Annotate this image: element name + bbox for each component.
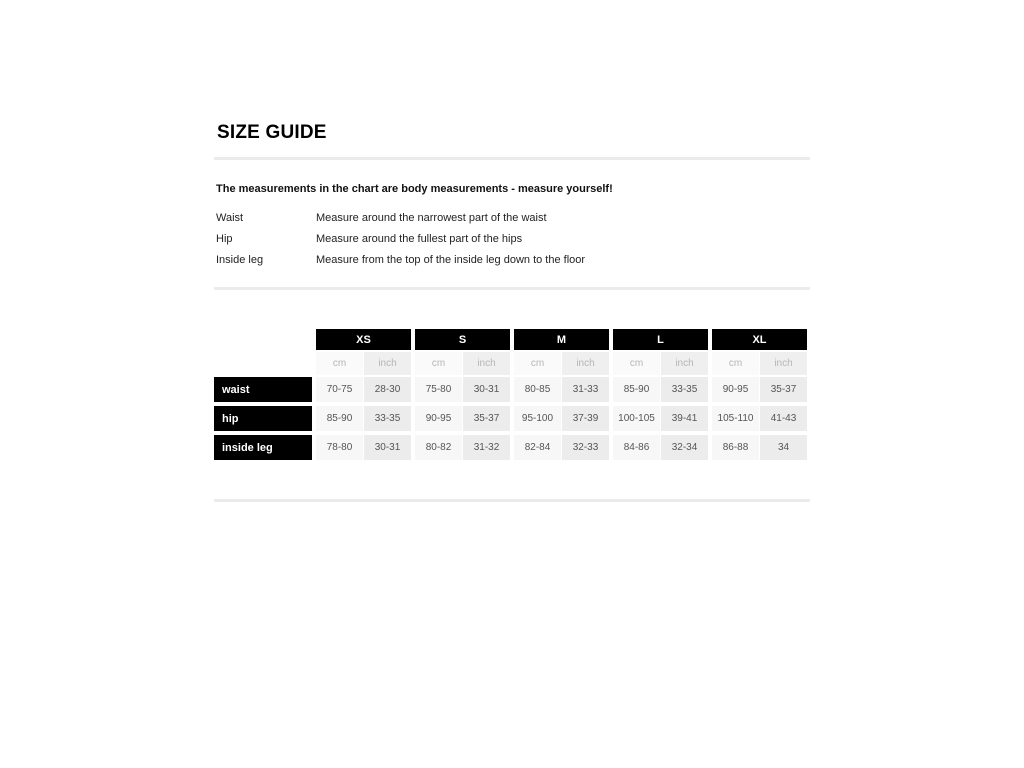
value-cm: 90-95 <box>712 377 759 402</box>
value-pair <box>613 377 708 402</box>
value-cm: 84-86 <box>613 435 660 460</box>
unit-cm: cm <box>712 352 759 375</box>
value-inch: 30-31 <box>463 377 510 402</box>
intro-text: The measurements in the chart are body measurements - measure yourself! <box>216 183 613 195</box>
value-pair <box>514 435 609 460</box>
value-pair <box>712 406 807 431</box>
measurement-row-inside-leg <box>216 249 776 270</box>
value-inch: 34 <box>760 435 807 460</box>
value-cm: 90-95 <box>415 406 462 431</box>
unit-inch: inch <box>364 352 411 375</box>
measurement-description: Measure around the narrowest part of the waist <box>316 211 547 224</box>
value-pair <box>316 435 411 460</box>
size-header-m: M <box>514 329 609 350</box>
unit-pair <box>613 352 708 375</box>
page-title: SIZE GUIDE <box>217 122 327 143</box>
value-pair <box>514 406 609 431</box>
value-cm: 100-105 <box>613 406 660 431</box>
size-header-s: S <box>415 329 510 350</box>
row-label: inside leg <box>214 435 312 460</box>
value-inch: 28-30 <box>364 377 411 402</box>
value-inch: 32-34 <box>661 435 708 460</box>
unit-cm: cm <box>613 352 660 375</box>
value-cm: 80-82 <box>415 435 462 460</box>
value-inch: 35-37 <box>463 406 510 431</box>
measurement-name: Inside leg <box>216 253 264 266</box>
measurement-description: Measure from the top of the inside leg down to the floor <box>316 253 586 266</box>
value-pair <box>613 435 708 460</box>
value-inch: 41-43 <box>760 406 807 431</box>
size-header-xs: XS <box>316 329 411 350</box>
value-pair <box>514 377 609 402</box>
value-inch: 32-33 <box>562 435 609 460</box>
table-row-hip <box>214 406 807 431</box>
value-cm: 85-90 <box>316 406 363 431</box>
value-cm: 70-75 <box>316 377 363 402</box>
unit-cm: cm <box>316 352 363 375</box>
unit-pair <box>514 352 609 375</box>
value-inch: 39-41 <box>661 406 708 431</box>
measurement-instructions <box>216 207 776 270</box>
measurement-row-hip <box>216 228 776 249</box>
value-pair <box>316 377 411 402</box>
unit-inch: inch <box>760 352 807 375</box>
value-inch: 37-39 <box>562 406 609 431</box>
value-cm: 85-90 <box>613 377 660 402</box>
value-pair <box>613 406 708 431</box>
value-cm: 80-85 <box>514 377 561 402</box>
size-header-l: L <box>613 329 708 350</box>
unit-pair <box>415 352 510 375</box>
value-inch: 33-35 <box>364 406 411 431</box>
value-pair <box>316 406 411 431</box>
value-pair <box>415 435 510 460</box>
value-cm: 95-100 <box>514 406 561 431</box>
value-pair <box>415 406 510 431</box>
unit-cm: cm <box>415 352 462 375</box>
value-cm: 105-110 <box>712 406 759 431</box>
unit-cm: cm <box>514 352 561 375</box>
value-cm: 78-80 <box>316 435 363 460</box>
table-row-waist <box>214 377 807 402</box>
value-pair <box>712 435 807 460</box>
value-cm: 86-88 <box>712 435 759 460</box>
table-row-inside-leg <box>214 435 807 460</box>
row-label: waist <box>214 377 312 402</box>
unit-pair <box>316 352 411 375</box>
value-inch: 31-33 <box>562 377 609 402</box>
unit-inch: inch <box>661 352 708 375</box>
divider-bottom <box>214 499 810 502</box>
size-table-body <box>214 377 807 464</box>
size-header-xl: XL <box>712 329 807 350</box>
measurement-description: Measure around the fullest part of the hips <box>316 232 523 245</box>
value-inch: 31-32 <box>463 435 510 460</box>
value-inch: 30-31 <box>364 435 411 460</box>
unit-inch: inch <box>562 352 609 375</box>
value-cm: 82-84 <box>514 435 561 460</box>
value-inch: 35-37 <box>760 377 807 402</box>
unit-pair <box>712 352 807 375</box>
value-inch: 33-35 <box>661 377 708 402</box>
size-header-row <box>316 329 807 350</box>
divider-middle <box>214 287 810 290</box>
measurement-name: Waist <box>216 211 244 224</box>
unit-inch: inch <box>463 352 510 375</box>
row-label: hip <box>214 406 312 431</box>
measurement-row-waist <box>216 207 776 228</box>
value-cm: 75-80 <box>415 377 462 402</box>
value-pair <box>415 377 510 402</box>
unit-header-row <box>316 352 807 375</box>
value-pair <box>712 377 807 402</box>
measurement-name: Hip <box>216 232 233 245</box>
divider-top <box>214 157 810 160</box>
